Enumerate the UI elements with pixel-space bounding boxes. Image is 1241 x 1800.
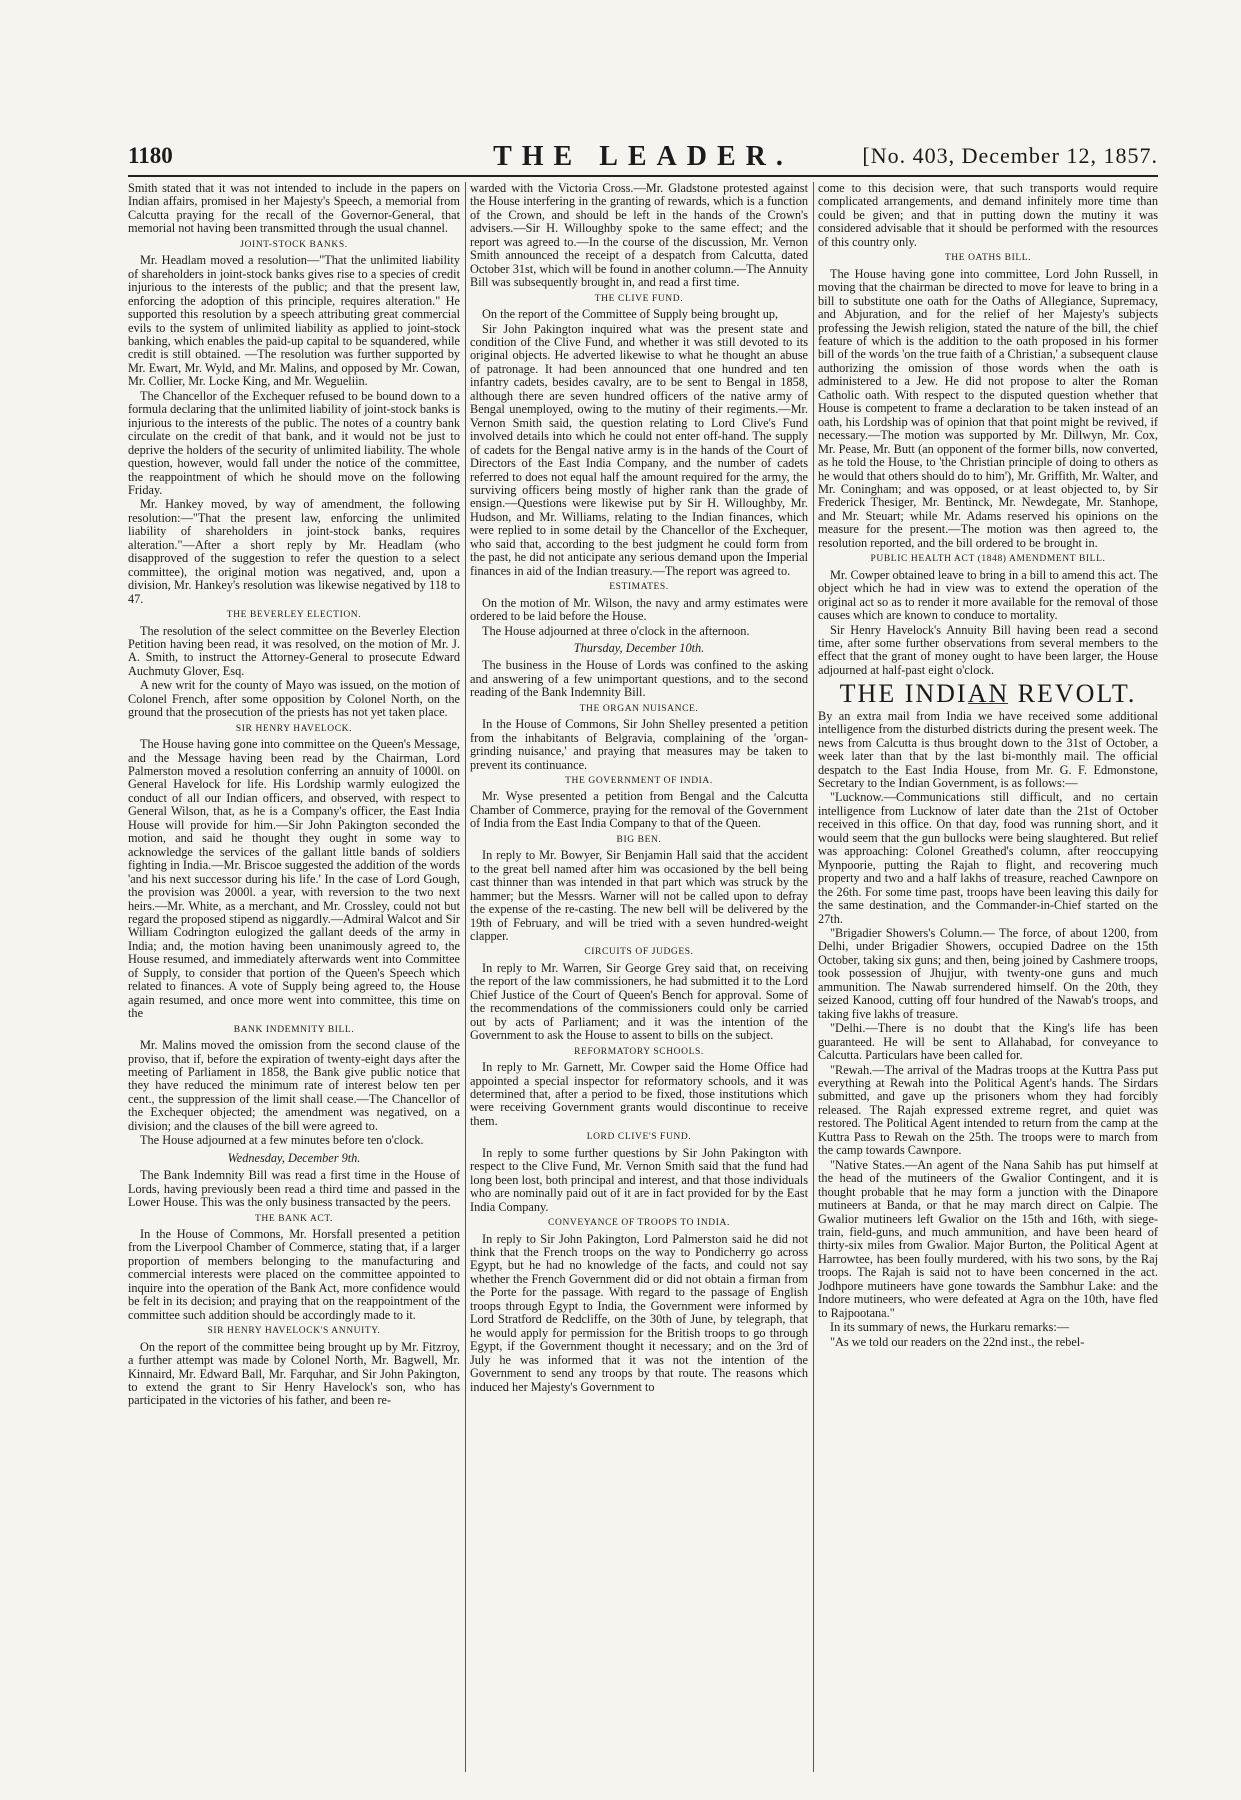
paragraph: The House adjourned at three o'clock in the afternoon. xyxy=(482,623,750,638)
issue-line: [No. 403, December 12, 1857. xyxy=(862,143,1158,168)
dateline: Wednesday, December 9th. xyxy=(227,1150,361,1165)
paragraph: In reply to Mr. Bowyer, Sir Benjamin Hall said that the accident to the great bell named after him was occasioned by the bell being cast thinner than was intended in that part which was struck by the hammer; but the Messrs. Warner will not be called upon to defray the expense of the re-casting. The new bell will be delivered by the 19th of February, and will be tried with a seven hundred-weight clapper. xyxy=(470,848,808,944)
paragraph: Mr. Headlam moved a resolution—"That the unlimited liability of shareholders in joint-stock banks gives rise to a species of credit injurious to the interests of the public; and that the present law, enforcing the adoption of this principle, requires alteration." He supported this resolution by a speech attributing great commercial evils to the system of unlimited liability as applied to joint-stock banking, which enables the paid-up capital to be squandered, while credit is still obtained. —The resolution was further supported by Mr. Ewart, Mr. Wyld, and Mr. Malins, and opposed by Mr. Cowan, Mr. Collier, Mr. Locke King, and Mr. Wegueliin. xyxy=(128,253,460,389)
paragraph: In reply to some further questions by Sir John Pakington with respect to the Clive Fund, Mr. Vernon Smith said that the fund had long been lost, both principal and interest, and that those individuals who are nominally paid out of it are in fact provided for by the East India Company. xyxy=(470,1145,808,1214)
paragraph: "Lucknow.—Communications still difficult, and no certain intelligence from Lucknow of later date than the 21st of October received in this office. On that day, food was running short, and it would seem that the gun bullocks were being slaughtered. But relief was approaching: Colonel Greathed's column, after reoccupying Mynpoorie, putting the Rajah to flight, and recovering much property and two and a half lakhs of treasure, reached Cawnpore on the 26th. For some time past, troops have been leaving this daily for the same destination, and the Commander-in-Chief started on the 27th. xyxy=(818,790,1158,926)
subheading: BIG BEN. xyxy=(616,834,662,845)
paragraph: A new writ for the county of Mayo was issued, on the motion of Colonel French, after some opposition by Colonel North, on the ground that the prosecution of the priests has not yet taken place. xyxy=(128,678,460,720)
paragraph: The Chancellor of the Exchequer refused to be bound down to a formula declaring that the unlimited liability of joint-stock banks is injurious to the interests of the public. The notes of a country bank circulate on the credit of that bank, and it would not be just to deprive the holders of the security of unlimited liability. The whole question, however, would fall under the notice of the committee, the reappointment of which he should move on the following Friday. xyxy=(128,388,460,497)
paragraph: The resolution of the select committee on the Beverley Election Petition having been read, it was resolved, on the motion of Mr. J. A. Smith, to instruct the Attorney-General to prosecute Edward Auchmuty Glover, Esq. xyxy=(128,623,460,678)
column-rule xyxy=(813,182,814,1772)
subheading: THE CLIVE FUND. xyxy=(594,293,684,304)
subheading: SIR HENRY HAVELOCK'S ANNUITY. xyxy=(207,1326,381,1337)
paragraph: In the House of Commons, Sir John Shelley presented a petition from the inhabitants of Belgravia, complaining of the 'organ-grinding nuisance,' and praying that measures may be taken to prevent its continuance. xyxy=(470,717,808,772)
paragraph: The House having gone into committee on the Queen's Message, and the Message having been read by the Chairman, Lord Palmerston moved a resolution conferring an annuity of 1000l. on General Havelock for life. His Lordship warmly eulogized the conduct of all our Indian officers, and observed, with respect to General Wilson, that, as he is a Company's officer, the East India House will provide for him.—Sir John Pakington seconded the motion, and said he thought they ought in some way to acknowledge the services of the gallant little bands of soldiers fighting in India.—Mr. Briscoe suggested the addition of the words 'and his next successor during his life.' In the case of Lord Gough, the provision was 2000l. a year, with reversion to the two next heirs.—Mr. White, as a merchant, and Mr. Crossley, could not but regard the proposed stipend as niggardly.—Admiral Walcot and Sir William Codrington eulogized the gallant deeds of the army in India; and, the motion having been unanimously agreed to, the House resumed, and immediately afterwards went into Committee of Supply, to consider that portion of the Queen's Speech which related to finances. A vote of Supply being agreed to, the House again resumed, and once more went into committee, this time on the xyxy=(128,737,460,1021)
subheading: THE GOVERNMENT OF INDIA. xyxy=(565,776,713,787)
column-rule xyxy=(465,182,466,1772)
section-title: THE INDIAN REVOLT. xyxy=(839,679,1137,709)
subheading: THE BANK ACT. xyxy=(254,1213,334,1224)
paragraph: Mr. Wyse presented a petition from Bengal and the Calcutta Chamber of Commerce, praying for the removal of the Government of India from the East India Company to that of the Queen. xyxy=(470,789,808,831)
subheading: PUBLIC HEALTH ACT (1848) AMENDMENT BILL. xyxy=(870,554,1106,565)
paragraph: Smith stated that it was not intended to include in the papers on Indian affairs, promised in her Majesty's Speech, a memorial from Calcutta praying for the recall of the Governor-General, that memorial not having been transmitted through the usual channel. xyxy=(128,182,460,236)
paragraph: "As we told our readers on the 22nd inst., the rebel- xyxy=(830,1334,1085,1349)
paragraph: "Rewah.—The arrival of the Madras troops at the Kuttra Pass put everything at Rewah into the Political Agent's hands. The Sirdars submitted, and gave up the prisoners whom they had forcibly released. The Rajah expressed extreme regret, and quiet was restored. The Political Agent intended to return from the camp at the Kuttra Pass to Rewah on the 25th. The troops were to march from the camp towards Cawnpore. xyxy=(818,1062,1158,1158)
paragraph: In reply to Sir John Pakington, Lord Palmerston said he did not think that the French troops on the way to Pondicherry go across Egypt, but he had no knowledge of the facts, and could not say whether the French Government did or did not obtain a firman from the Porte for the passage. With regard to the passage of English troops through Egypt to India, the Government were informed by Lord Stratford de Redcliffe, on the 30th of June, by telegraph, that he would apply for permission for the British troops to go through Egypt, if the Government thought it necessary; and on the 3rd of July he was informed that it was not the intention of the Government to send any troops by that route. The reasons which induced her Majesty's Government to xyxy=(470,1231,808,1394)
subheading: BANK INDEMNITY BILL. xyxy=(233,1024,355,1035)
paragraph: The House adjourned at a few minutes before ten o'clock. xyxy=(140,1133,424,1148)
paragraph: In the House of Commons, Mr. Horsfall presented a petition from the Liverpool Chamber of Commerce, stating that, if a larger proportion of members belonging to the manufacturing and commercial interests were placed on the committee appointed to inquire into the operation of the Bank Act, more confidence would be felt in its decision; and praying that on the reappointment of the committee such addition should be accordingly made to it. xyxy=(128,1226,460,1322)
subheading: CIRCUITS OF JUDGES. xyxy=(584,947,694,958)
paragraph: "Native States.—An agent of the Nana Sahib has put himself at the head of the mutineers of the Gwalior Contingent, and it is thought probable that he may form a junction with the Dinapore mutineers at Banda, or that he may march direct on Calpie. The Gwalior mutineers left Gwalior on the 15th and 16th, with siege-train, field-guns, and much ammunition, and have been heard of thirty-six miles from Gwalior. Major Burton, the Political Agent at Harrowtee, has been foully murdered, with his two sons, by the Raj troops. The Rajah is said not to have been concerned in the act. Jodhpore mutineers have gone towards the Sambhur Lake: and the Indore mutineers, who were defeated at Agra on the 10th, have fled to Rajpootana." xyxy=(818,1157,1158,1320)
subheading: LORD CLIVE'S FUND. xyxy=(586,1132,692,1143)
paragraph: "Delhi.—There is no doubt that the King's life has been guaranteed. He will be sent to Allahabad, for conveyance to Calcutta. Particulars have been called for. xyxy=(818,1021,1158,1063)
paragraph: On the report of the committee being brought up by Mr. Fitzroy, a further attempt was made by Colonel North, Mr. Bagwell, Mr. Kinnaird, Mr. Edward Ball, Mr. Farquhar, and Sir John Pakington, to extend the grant to Sir Henry Havelock's son, who has participated in the victories of his father, and been re- xyxy=(128,1339,460,1408)
column-1 xyxy=(128,182,460,1772)
paragraph: come to this decision were, that such transports would require complicated arrangements, and demand infinitely more time than could be given; and that in putting down the mutiny it was considered advisable that it should be performed with the resources of this country only. xyxy=(818,182,1158,249)
paragraph: On the motion of Mr. Wilson, the navy and army estimates were ordered to be laid before the House. xyxy=(470,595,808,624)
paragraph: In reply to Mr. Garnett, Mr. Cowper said the Home Office had appointed a special inspector for reformatory schools, and it was determined that, after a period to be fixed, those institutions which were receiving Government grants would discontinue to receive them. xyxy=(470,1060,808,1128)
paragraph: Sir Henry Havelock's Annuity Bill having been read a second time, after some further observations from several members to the effect that the grant of money ought to have been larger, the House adjourned at half-past eight o'clock. xyxy=(818,622,1158,677)
paragraph: Mr. Cowper obtained leave to bring in a bill to amend this act. The object which he had in view was to extend the operation of the original act so as to render it more available for the removal of those causes which are known to conduce to mortality. xyxy=(818,567,1158,623)
paragraph: Sir John Pakington inquired what was the present state and condition of the Clive Fund, and whether it was still devoted to its original objects. He adverted likewise to what he thought an abuse of patronage. It had been announced that one hundred and ten infantry cadets, besides cavalry, are to be sent to Bengal in 1858, although there are seven hundred officers of the native army of Bengal unemployed, owing to the mutiny of their regiments.—Mr. Vernon Smith said, the question relating to Lord Clive's Fund involved details into which he could not enter off-hand. The supply of cadets for the Bengal native army is in the hands of the Court of Directors of the East India Company, and the number of cadets referred to does not equal half the amount required for the army, the surviving officers being mostly of higher rank than the grade of ensign.—Questions were likewise put by Sir H. Willoughby, Mr. Hudson, and Mr. Williams, relating to the Indian finances, which were replied to in some detail by the Chancellor of the Exchequer, who said that, according to the best judgment he could form from the past, he did not anticipate any serious demand upon the Imperial finances in aid of the Indian treasury.—The report was agreed to. xyxy=(470,321,808,578)
subheading: REFORMATORY SCHOOLS. xyxy=(574,1046,704,1057)
subheading: THE BEVERLEY ELECTION. xyxy=(226,610,362,621)
paragraph: In its summary of news, the Hurkaru remarks:— xyxy=(830,1320,1070,1335)
paragraph: Mr. Hankey moved, by way of amendment, the following resolution:—"That the present law, enforcing the unlimited liability of shareholders in joint-stock banks, requires alteration."—After a short reply by Mr. Headlam (who disapproved of the suggestion to refer the question to a select committee), the original motion was negatived, and, upon a division, Mr. Hankey's resolution was likewise negatived by 118 to 47. xyxy=(128,497,460,606)
page-number: 1180 xyxy=(128,143,173,168)
paragraph: The Bank Indemnity Bill was read a first time in the House of Lords, having previously been read a third time and passed in the Lower House. This was the only business transacted by the peers. xyxy=(128,1168,460,1210)
paragraph: "Brigadier Showers's Column.— The force, of about 1200, from Delhi, under Brigadier Showers, occupied Dadree on the 15th October, taking six guns; and then, being joined by Cashmere troops, took possession of Jhujjur, with twenty-one guns and much ammunition. The Nawab surrendered himself. On the 20th, they seized Kanood, cutting off four hundred of the Nawab's troops, and taking five lakhs of treasure. xyxy=(818,926,1158,1021)
paragraph: The House having gone into committee, Lord John Russell, in moving that the chairman be directed to move for leave to bring in a bill to substitute one oath for the Oaths of Allegiance, Supremacy, and Abjuration, and for the relief of her Majesty's subjects professing the Jewish religion, stated the nature of the bill, the chief feature of which is the addition to the oath proposed in his former bill of the words 'on the true faith of a Christian,' a subsequent clause authorizing the omission of those words when the oath is administered to a Jew. He did not propose to alter the Roman Catholic oath. With respect to the disputed question whether that House is competent to frame a declaration to be taken instead of an oath, his Lordship was of opinion that that point might be revived, if necessary.—The motion was supported by Mr. Dillwyn, Mr. Cox, Mr. Pease, Mr. Butt (an opponent of the former bills, now converted, as he told the House, to 'the Christian principle of doing to others as he would that others should do to him'), Mr. Griffith, Mr. Walter, and Mr. Coningham; and was opposed, or at least objected to, by Sir Frederick Thesiger, Mr. Bentinck, Mr. Newdegate, Mr. Stanhope, and Mr. Steuart; while Mr. Adams reserved his opinions on the measure for the present.—The motion was then agreed to, the resolution reported, and the bill ordered to be brought in. xyxy=(818,266,1158,550)
page-header xyxy=(128,143,1158,175)
subheading: JOINT-STOCK BANKS. xyxy=(240,239,348,250)
subheading: ESTIMATES. xyxy=(609,582,669,593)
masthead: THE LEADER. xyxy=(493,141,793,172)
paragraph: By an extra mail from India we have received some additional intelligence from the disturbed districts during the present week. The news from Calcutta is thus brought down to the 31st of October, a week later than that by the last bi-monthly mail. The official despatch to the East India House, from Mr. G. F. Edmonstone, Secretary to the Indian Government, is as follows:— xyxy=(818,708,1158,791)
column-2 xyxy=(470,182,808,1772)
subheading: CONVEYANCE OF TROOPS TO INDIA. xyxy=(548,1218,730,1229)
paragraph: warded with the Victoria Cross.—Mr. Gladstone protested against the House interfering in the granting of rewards, which is a function of the Crown, and should be left in the hands of the Crown's advisers.—Sir H. Willoughby spoke to the same effect; and the report was agreed to.—In the course of the discussion, Mr. Vernon Smith announced the receipt of a despatch from Calcutta, dated October 31st, which will be found in another column.—The Annuity Bill was subsequently brought in, and read a first time. xyxy=(470,182,808,290)
paragraph: On the report of the Committee of Supply being brought up, xyxy=(482,307,779,322)
paragraph: The business in the House of Lords was confined to the asking and answering of a few unimportant questions, and to the second reading of the Bank Indemnity Bill. xyxy=(470,658,808,700)
subheading: THE ORGAN NUISANCE. xyxy=(579,703,699,714)
header-rule xyxy=(128,175,1158,177)
paragraph: In reply to Mr. Warren, Sir George Grey said that, on receiving the report of the law commissioners, he had submitted it to the Lord Chief Justice of the Court of Queen's Bench for approval. Some of the recommendations of the commissioners could only be carried out by acts of Parliament; and it was the intention of the Government to ask the House to assent to bills on the subject. xyxy=(470,960,808,1043)
subheading: THE OATHS BILL. xyxy=(944,253,1032,264)
paragraph: Mr. Malins moved the omission from the second clause of the proviso, that if, before the expiration of twenty-eight days after the meeting of Parliament in 1858, the Bank give public notice that they have reduced the minimum rate of interest below ten per cent., the suppression of the limit shall cease.—The Chancellor of the Exchequer objected; the amendment was negatived, on a division; and the clauses of the bill were agreed to. xyxy=(128,1038,460,1133)
dateline: Thursday, December 10th. xyxy=(573,640,705,655)
subheading: SIR HENRY HAVELOCK. xyxy=(235,723,353,734)
column-3 xyxy=(818,182,1158,1772)
